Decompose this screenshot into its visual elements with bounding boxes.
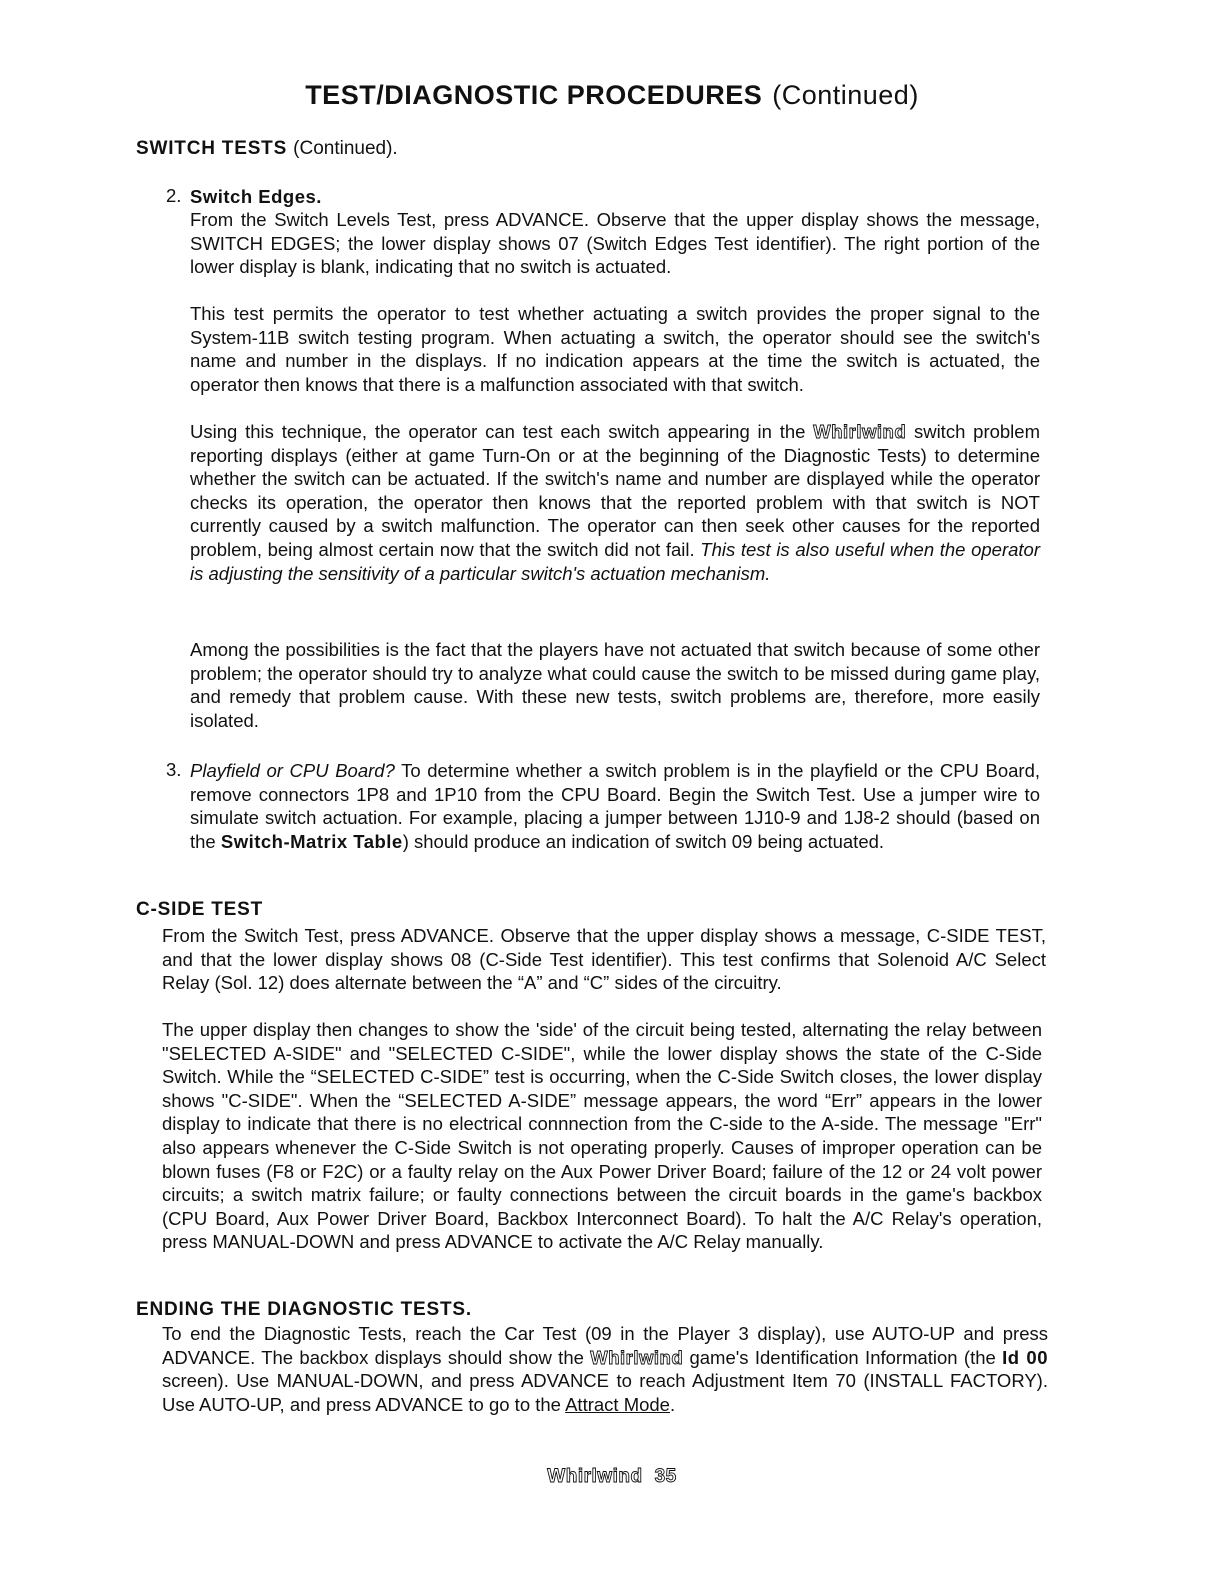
item-2-number: 2.: [166, 185, 182, 206]
item-2-title: Switch Edges.: [190, 186, 322, 207]
switch-tests-heading-suffix: (Continued).: [293, 138, 398, 159]
c-side-paragraph-2: The upper display then changes to show the 'side' of the circuit being tested, alternating the relay between "SELECTED A-SIDE" and "SELECTED C-SIDE", while the lower display shows the state of the C-Side Switch. While the “SELECTED C-SIDE” test is occurring, when the C-Side Switch closes, the lower display shows "C-SIDE". When the “SELECTED A-SIDE” message appears, the word “Err” appears in the lower display to indicate that there is no electrical connnection from the C-side to the A-side. The message "Err" also appears whenever the C-Side Switch is not operating properly. Causes of improper operation can be blown fuses (F8 or F2C) or a faulty relay on the Aux Power Driver Board; failure of the 12 or 24 volt power circuits; a switch matrix failure; or faulty connections between the circuit boards in the game's backbox (CPU Board, Aux Power Driver Board, Backbox Interconnect Board). To halt the A/C Relay's operation, press MANUAL-DOWN and press ADVANCE to activate the A/C Relay manually.: [162, 1019, 1042, 1253]
ending-text-c: screen). Use MANUAL-DOWN, and press ADVANCE to reach Adjustment Item 70 (INSTALL FACTORY). Use AUTO-UP, and press ADVANCE to go to the: [162, 1370, 1048, 1415]
switch-edges-paragraph-2: This test permits the operator to test whether actuating a switch provides the proper signal to the System-11B switch testing program. When actuating a switch, the operator should see the switch's name and number in the displays. If no indication appears at the time the switch is actuated, the operator then knows that there is a malfunction associated with that switch.: [190, 303, 1040, 395]
p3-text-b: switch problem reporting displays (either at game Turn-On or at the beginning of the Diagnostic Tests) to determine whether the switch can be actuated. If the switch's name and number are displayed while the operator checks its operation, the operator then knows that the reported problem with that switch is NOT currently caused by a switch malfunction. The operator can then seek other causes for the reported problem, being almost certain now that the switch did not fail.: [190, 421, 1040, 560]
page-title-text: TEST/DIAGNOSTIC PROCEDURES: [305, 80, 763, 110]
p3-italic-note: This test is also useful when the operator is adjusting the sensitivity of a particular switch's actuation mechanism.: [190, 538, 1040, 584]
game-name-inline-2: Whirlwind: [590, 1346, 684, 1368]
switch-edges-paragraph-3: [190, 420, 1040, 585]
page-title-continued: (Continued): [772, 80, 919, 110]
ending-text-a: To end the Diagnostic Tests, reach the Car Test (09 in the Player 3 display), use AUTO-UP and press ADVANCE. The backbox displays should show the: [162, 1323, 1048, 1368]
ending-paragraph: [162, 1322, 1048, 1416]
item-3-text-a: To determine whether a switch problem is in the playfield or the CPU Board, remove connectors 1P8 and 1P10 from the CPU Board. Begin the Switch Test. Use a jumper wire to simulate switch actuation. For example, placing a jumper between 1J10-9 and 1J8-2 should (based on the: [190, 760, 1040, 852]
item-3-number: 3.: [166, 759, 182, 780]
attract-mode-link[interactable]: Attract Mode: [565, 1393, 670, 1415]
id-screen-label: Id 00: [1002, 1346, 1049, 1368]
item-3-title: Playfield or CPU Board?: [190, 760, 395, 781]
ending-text-b: game's Identification Information (the: [683, 1346, 1003, 1368]
c-side-paragraph-1: From the Switch Test, press ADVANCE. Observe that the upper display shows a message, C-SIDE TEST, and that the lower display shows 08 (C-Side Test identifier). This test confirms that Solenoid A/C Select Relay (Sol. 12) does alternate between the “A” and “C” sides of the circuitry.: [162, 925, 1046, 994]
playfield-or-cpu-paragraph: [190, 759, 1040, 853]
switch-edges-paragraph-1: From the Switch Levels Test, press ADVANCE. Observe that the upper display shows the message, SWITCH EDGES; the lower display shows 07 (Switch Edges Test identifier). The right portion of the lower display is blank, indicating that no switch is actuated.: [190, 209, 1040, 278]
switch-tests-heading-text: SWITCH TESTS: [136, 138, 288, 159]
footer-game-name: Whirlwind: [547, 1466, 643, 1487]
page-number: 35: [654, 1466, 677, 1487]
switch-matrix-table-ref: Switch-Matrix Table: [220, 830, 403, 852]
ending-heading: ENDING THE DIAGNOSTIC TESTS.: [136, 1299, 472, 1320]
page-footer: [0, 1466, 1224, 1488]
page-title: [0, 80, 1224, 111]
ending-text-d: .: [669, 1393, 676, 1415]
p3-text-a: Using this technique, the operator can test each switch appearing in the: [190, 421, 814, 442]
switch-tests-heading: [136, 138, 398, 160]
c-side-heading: C-SIDE TEST: [136, 899, 264, 920]
switch-edges-paragraph-4: Among the possibilities is the fact that the players have not actuated that switch because of some other problem; the operator should try to analyze what could cause the switch to be missed during game play, and remedy that problem cause. With these new tests, switch problems are, therefore, more easily isolated.: [190, 639, 1040, 731]
item-3-text-b: ) should produce an indication of switch 09 being actuated.: [402, 830, 885, 852]
game-name-inline: Whirlwind: [813, 421, 907, 442]
item-2-title-line: [190, 185, 1040, 209]
